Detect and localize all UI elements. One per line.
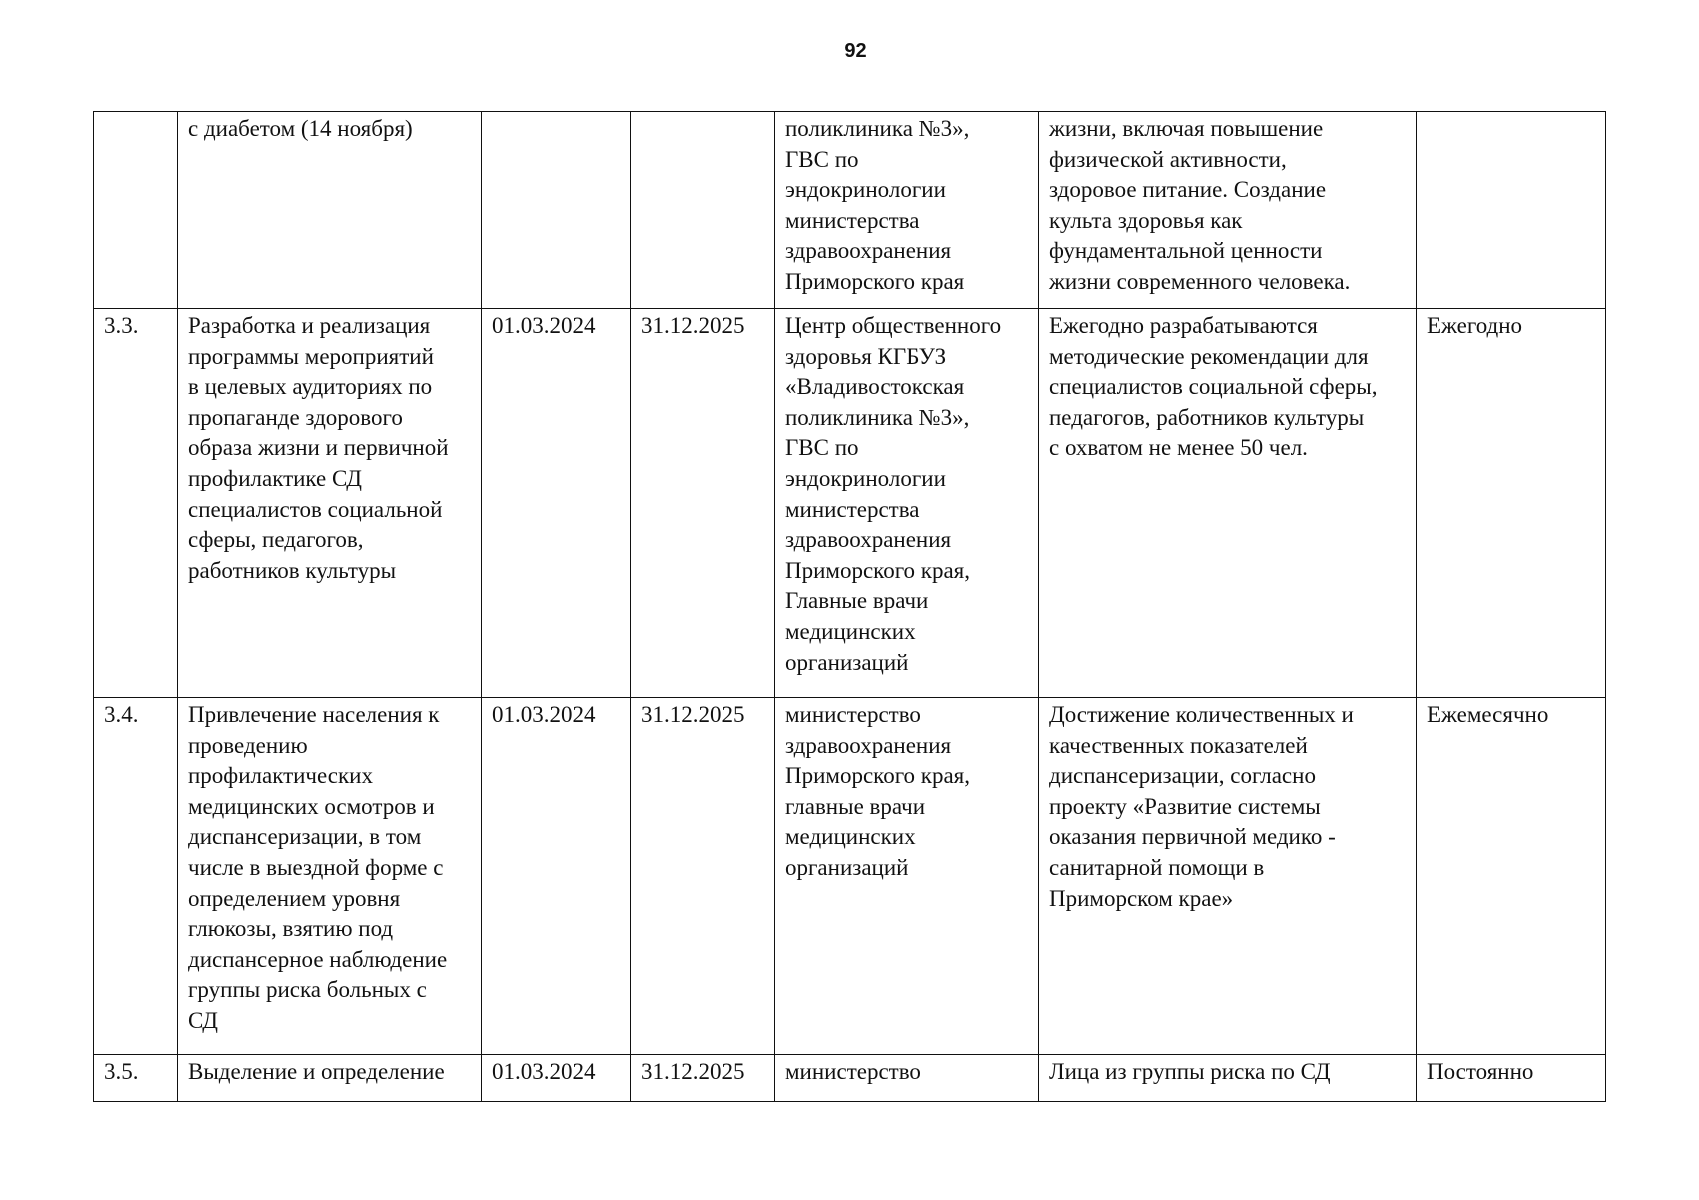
measure-name: с диабетом (14 ноября) <box>178 112 482 309</box>
responsible: министерство здравоохранения Приморского края, главные врачи медицинских организаций <box>775 698 1039 1055</box>
periodicity: Постоянно <box>1417 1055 1606 1102</box>
responsible: поликлиника №3», ГВС по эндокринологии министерства здравоохранения Приморского края <box>775 112 1039 309</box>
measure-name: Разработка и реализация программы мероприятий в целевых аудиториях по пропаганде здорового образа жизни и первичной профилактике СД специалистов социальной сферы, педагогов, работников культуры <box>178 309 482 698</box>
measure-name: Привлечение населения к проведению профилактических медицинских осмотров и диспансеризации, в том числе в выездной форме с определением уровня глюкозы, взятию под диспансерное наблюдение группы риска больных с СД <box>178 698 482 1055</box>
end-date <box>631 112 775 309</box>
start-date: 01.03.2024 <box>482 1055 631 1102</box>
row-number: 3.5. <box>94 1055 178 1102</box>
responsible: министерство <box>775 1055 1039 1102</box>
expected-result: Ежегодно разрабатываются методические рекомендации для специалистов социальной сферы, педагогов, работников культуры с охватом не менее 50 чел. <box>1039 309 1417 698</box>
measures-table <box>93 111 1606 1102</box>
start-date: 01.03.2024 <box>482 309 631 698</box>
expected-result: Лица из группы риска по СД <box>1039 1055 1417 1102</box>
table-row <box>94 698 1606 1055</box>
responsible: Центр общественного здоровья КГБУЗ «Владивостокская поликлиника №3», ГВС по эндокринологии министерства здравоохранения Приморского края, Главные врачи медицинских организаций <box>775 309 1039 698</box>
end-date: 31.12.2025 <box>631 309 775 698</box>
row-number <box>94 112 178 309</box>
table-row <box>94 1055 1606 1102</box>
periodicity: Ежегодно <box>1417 309 1606 698</box>
table-row <box>94 112 1606 309</box>
periodicity <box>1417 112 1606 309</box>
table-row <box>94 309 1606 698</box>
row-number: 3.3. <box>94 309 178 698</box>
page-number: 92 <box>844 40 867 62</box>
expected-result: Достижение количественных и качественных показателей диспансеризации, согласно проекту «Развитие системы оказания первичной медико - санитарной помощи в Приморском крае» <box>1039 698 1417 1055</box>
end-date: 31.12.2025 <box>631 698 775 1055</box>
end-date: 31.12.2025 <box>631 1055 775 1102</box>
measure-name: Выделение и определение <box>178 1055 482 1102</box>
periodicity: Ежемесячно <box>1417 698 1606 1055</box>
expected-result: жизни, включая повышение физической активности, здоровое питание. Создание культа здоровья как фундаментальной ценности жизни современного человека. <box>1039 112 1417 309</box>
row-number: 3.4. <box>94 698 178 1055</box>
start-date: 01.03.2024 <box>482 698 631 1055</box>
start-date <box>482 112 631 309</box>
